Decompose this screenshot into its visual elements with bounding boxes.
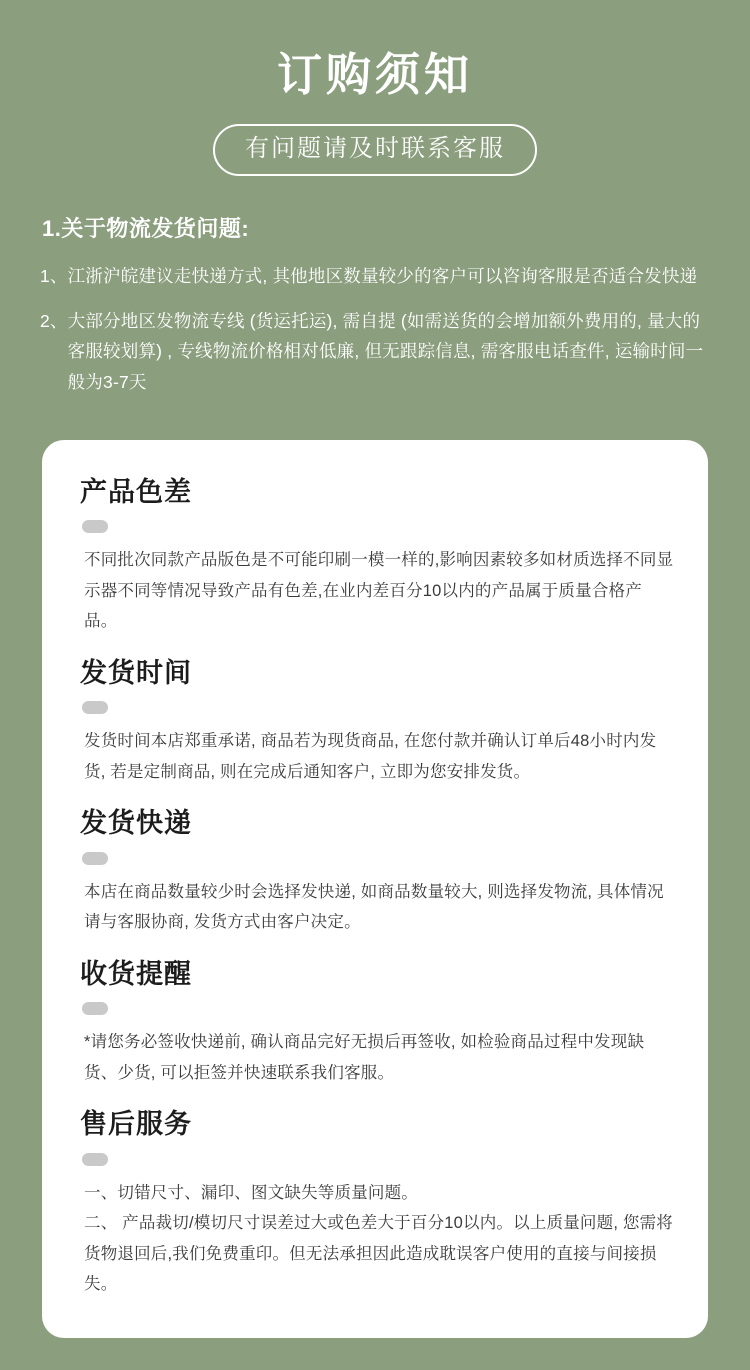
page-header bbox=[0, 0, 750, 176]
logistics-item-index: 1、 bbox=[40, 266, 68, 286]
logistics-item bbox=[40, 306, 710, 398]
pill-mark-icon bbox=[82, 1002, 108, 1015]
block-paragraph: 二、 产品裁切/模切尺寸误差过大或色差大于百分10以内。以上质量问题, 您需将货物退回后,我们免费重印。但无法承担因此造成耽误客户使用的直接与间接损失。 bbox=[84, 1214, 673, 1294]
block-paragraph: 不同批次同款产品版色是不可能印刷一模一样的,影响因素较多如材质选择不同显示器不同等情况导致产品有色差,在业内差百分10以内的产品属于质量合格产品。 bbox=[84, 551, 674, 631]
logistics-item-text: 江浙沪皖建议走快递方式, 其他地区数量较少的客户可以咨询客服是否适合发快递 bbox=[67, 266, 698, 286]
block-body bbox=[84, 1027, 674, 1088]
pill-mark-icon bbox=[82, 852, 108, 865]
logistics-item bbox=[40, 261, 710, 292]
block-paragraph: 一、切错尺寸、漏印、图文缺失等质量问题。 bbox=[84, 1183, 418, 1202]
logistics-item-text: 大部分地区发物流专线 (货运托运), 需自提 (如需送货的会增加额外费用的, 量大的客服较划算) , 专线物流价格相对低廉, 但无跟踪信息, 需客服电话查件, 运输时间一般为3-7天 bbox=[67, 310, 704, 392]
contact-service-pill: 有问题请及时联系客服 bbox=[213, 124, 537, 176]
notice-block-receiving-reminder bbox=[76, 956, 674, 1088]
block-title: 产品色差 bbox=[80, 477, 192, 507]
pill-mark-icon bbox=[82, 701, 108, 714]
block-body bbox=[84, 877, 674, 938]
block-paragraph: 本店在商品数量较少时会选择发快递, 如商品数量较大, 则选择发物流, 具体情况请与客服协商, 发货方式由客户决定。 bbox=[84, 882, 664, 932]
notice-block-after-sales bbox=[76, 1106, 674, 1300]
notice-card bbox=[42, 440, 708, 1338]
block-title: 售后服务 bbox=[80, 1109, 192, 1140]
notice-block-shipping-express bbox=[76, 805, 674, 937]
logistics-section bbox=[40, 212, 710, 398]
block-body bbox=[84, 1178, 674, 1300]
notice-block-shipping-time bbox=[76, 655, 674, 787]
notice-block-color-difference bbox=[76, 474, 674, 637]
logistics-item-index: 2、 bbox=[40, 310, 68, 331]
block-title: 发货快递 bbox=[80, 808, 192, 839]
pill-mark-icon bbox=[82, 520, 108, 533]
page-title: 订购须知 bbox=[276, 49, 473, 100]
block-body bbox=[84, 545, 674, 637]
pill-mark-icon bbox=[82, 1153, 108, 1166]
logistics-section-title: 1.关于物流发货问题: bbox=[42, 216, 250, 241]
block-title: 发货时间 bbox=[80, 657, 192, 688]
block-body bbox=[84, 726, 674, 787]
block-paragraph: *请您务必签收快递前, 确认商品完好无损后再签收, 如检验商品过程中发现缺货、少货, 可以拒签并快速联系我们客服。 bbox=[84, 1033, 645, 1082]
block-paragraph: 发货时间本店郑重承诺, 商品若为现货商品, 在您付款并确认订单后48小时内发货, 若是定制商品, 则在完成后通知客户, 立即为您安排发货。 bbox=[84, 732, 657, 781]
block-title: 收货提醒 bbox=[80, 958, 192, 989]
